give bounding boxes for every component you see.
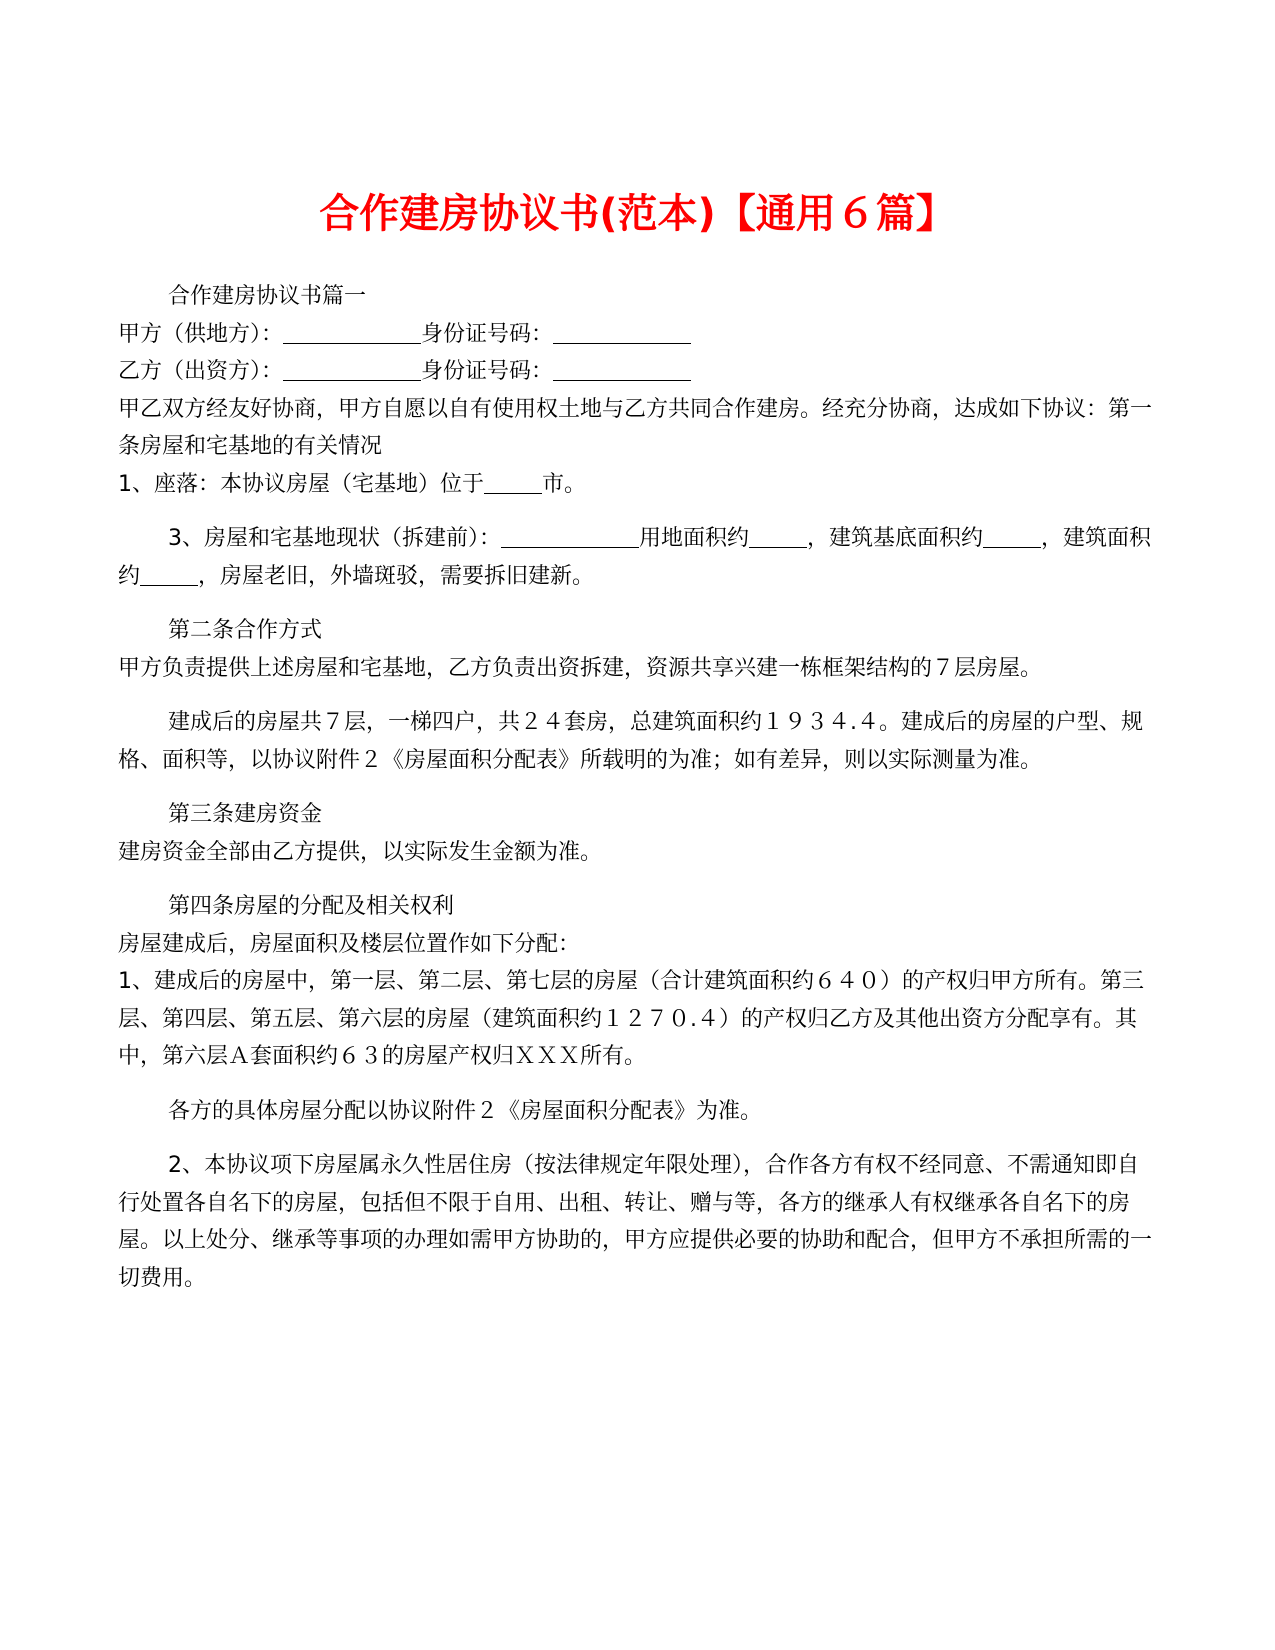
document-body <box>118 278 1158 1297</box>
allocation-intro: 房屋建成后，房屋面积及楼层位置作如下分配： <box>118 931 581 957</box>
party-b-id-blank <box>553 356 691 381</box>
allocation-reference: 各方的具体房屋分配以协议附件２《房屋面积分配表》为准。 <box>168 1098 763 1124</box>
allocation-paragraph-1: 1、建成后的房屋中，第一层、第二层、第七层的房屋（合计建筑面积约６４０）的产权归甲方所有。第三层、第四层、第五层、第六层的房屋（建筑面积约１２７０.４）的产权归乙方及其他出资方分配享有。其中，第六层Ａ套面积约６３的房屋产权归ＸＸＸ所有。 <box>118 969 1145 1069</box>
party-b-line <box>118 353 1158 391</box>
section-heading-4: 第四条房屋的分配及相关权利 <box>168 894 455 919</box>
cooperation-paragraph: 甲方负责提供上述房屋和宅基地，乙方负责出资拆建，资源共享兴建一栋框架结构的７层房屋。 <box>118 655 1043 681</box>
building-paragraph: 建成后的房屋共７层，一梯四户，共２４套房，总建筑面积约１９３４.４。建成后的房屋的户型、规格、面积等，以协议附件２《房屋面积分配表》所载明的为准；如有差异，则以实际测量为准。 <box>118 710 1143 773</box>
status-paragraph <box>118 520 1158 595</box>
rights-paragraph: 2、本协议项下房屋属永久性居住房（按法律规定年限处理），合作各方有权不经同意、不需通知即自行处置各自名下的房屋，包括但不限于自用、出租、转让、赠与等，各方的继承人有权继承各自名下的房屋。以上处分、继承等事项的办理如需甲方协助的，甲方应提供必要的协助和配合，但甲方不承担所需的一切费用。 <box>118 1153 1153 1291</box>
document-title: 合作建房协议书(范本)【通用６篇】 <box>319 191 956 237</box>
base-area-blank <box>983 523 1041 548</box>
location-blank <box>484 469 542 494</box>
land-area-blank <box>749 523 807 548</box>
location-label: 1、座落：本协议房屋（宅基地）位于 <box>118 471 484 497</box>
land-area-label: 用地面积约 <box>639 526 750 551</box>
party-a-id-label: 身份证号码： <box>421 321 554 347</box>
party-b-blank <box>283 356 421 381</box>
intro-paragraph: 甲乙双方经友好协商，甲方自愿以自有使用权土地与乙方共同合作建房。经充分协商，达成如下协议：第一条房屋和宅基地的有关情况 <box>118 396 1153 459</box>
location-line <box>118 466 1158 504</box>
section-heading-1: 合作建房协议书篇一 <box>168 284 367 309</box>
status-blank <box>501 523 639 548</box>
location-suffix: 市。 <box>542 471 587 497</box>
build-area-blank <box>140 561 198 586</box>
status-desc: ，房屋老旧，外墙斑驳，需要拆旧建新。 <box>198 563 595 589</box>
party-a-blank <box>283 319 421 344</box>
base-area-label: ，建筑基底面积约 <box>807 526 984 551</box>
section-heading-3: 第三条建房资金 <box>168 802 323 827</box>
section-heading-2: 第二条合作方式 <box>168 618 323 643</box>
party-a-line <box>118 316 1158 354</box>
build-area-label: ，建筑面积约 <box>118 526 1152 589</box>
status-label: 3、房屋和宅基地现状（拆建前）： <box>168 526 501 551</box>
party-b-id-label: 身份证号码： <box>421 359 554 384</box>
party-a-id-blank <box>553 319 691 344</box>
party-b-label: 乙方（出资方）： <box>118 359 284 384</box>
funding-paragraph: 建房资金全部由乙方提供，以实际发生金额为准。 <box>118 839 603 865</box>
party-a-label: 甲方（供地方）： <box>118 321 284 347</box>
